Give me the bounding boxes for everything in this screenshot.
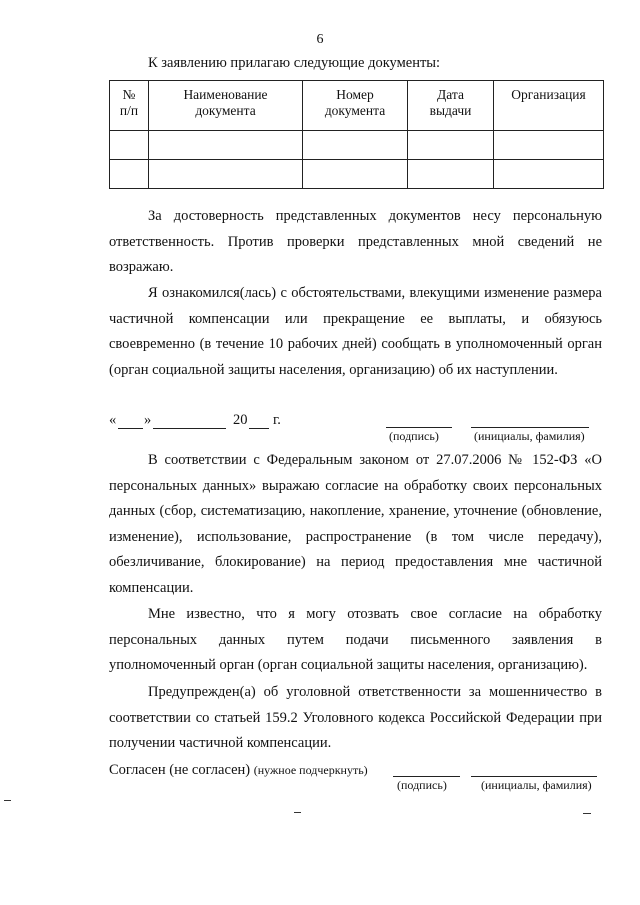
documents-intro: К заявлению прилагаю следующие документы: — [148, 55, 441, 71]
year-suffix: г. — [273, 412, 281, 428]
header-organization — [494, 81, 604, 131]
header-number-line1: № — [122, 87, 136, 102]
scan-mark-right — [583, 813, 591, 814]
consent-note: (нужное подчеркнуть) — [253, 763, 368, 777]
scan-mark-left — [4, 800, 11, 801]
header-issue-date — [408, 81, 494, 131]
signature-caption-2: (подпись) — [397, 778, 447, 792]
table-cell[interactable] — [494, 131, 604, 160]
initials-caption-2: (инициалы, фамилия) — [481, 778, 592, 792]
header-doc-name-line1: Наименование — [183, 87, 268, 102]
table-cell[interactable] — [408, 131, 494, 160]
paragraph-warning: Предупрежден(а) об уголовной ответственности за мошенничество в соответствии со статьей 159.2 Уголовного кодекса Российской Федерации при получении частичной компенсации. — [109, 684, 602, 751]
table-cell[interactable] — [303, 160, 408, 189]
page-number: 6 — [316, 32, 324, 47]
initials-blank-2[interactable] — [471, 776, 597, 777]
table-cell[interactable] — [149, 131, 303, 160]
header-doc-name-line2: документа — [195, 103, 256, 118]
date-open-quote: « — [109, 412, 117, 428]
paragraph-revocation: Мне известно, что я могу отозвать свое согласие на обработку персональных данных путем подачи письменного заявления в уполномоченный орган (орган социальной защиты населения, организацию). — [109, 606, 602, 673]
documents-table — [109, 80, 604, 189]
header-doc-number-line1: Номер — [336, 87, 374, 102]
paragraph-obligation: Я ознакомился(лась) с обстоятельствами, влекущими изменение размера частичной компенсации или прекращение ее выплаты, и обязуюсь своевременно (в течение 10 рабочих дней) сообщать в уполномоченный орган (орган социальной защиты населения, организацию) об их наступлении. — [109, 285, 602, 378]
paragraph-responsibility: За достоверность представленных документов несу персональную ответственность. Против проверки представленных мной сведений не возражаю. — [109, 208, 602, 275]
year-blank[interactable] — [249, 428, 269, 429]
table-cell[interactable] — [110, 131, 149, 160]
header-issue-date-line1: Дата — [437, 87, 464, 102]
day-blank[interactable] — [118, 428, 143, 429]
scan-mark-center — [294, 812, 301, 813]
header-doc-number-line2: документа — [324, 103, 386, 118]
signature-blank-2[interactable] — [393, 776, 460, 777]
date-line — [109, 412, 309, 432]
paragraph-consent: В соответствии с Федеральным законом от 27.07.2006 № 152-ФЗ «О персональных данных» выражаю согласие на обработку своих персональных данных (сбор, систематизацию, накопление, хранение, уточнение (обновление, изменение), использование, распространение (в том числе передачу), обезличивание, блокирование) на период предоставления мне частичной компенсации. — [109, 452, 602, 596]
date-close-quote: » — [144, 412, 152, 428]
header-doc-name — [149, 81, 303, 131]
table-cell[interactable] — [303, 131, 408, 160]
signature-blank-1[interactable] — [386, 427, 452, 428]
year-prefix: 20 — [233, 412, 248, 428]
initials-caption-1: (инициалы, фамилия) — [474, 429, 585, 443]
table-cell[interactable] — [494, 160, 604, 189]
header-organization-line1: Организация — [511, 87, 586, 102]
table-row — [110, 131, 604, 160]
initials-blank-1[interactable] — [471, 427, 589, 428]
signature-caption-1: (подпись) — [389, 429, 439, 443]
table-cell[interactable] — [110, 160, 149, 189]
header-number-line2: п/п — [119, 103, 139, 118]
header-issue-date-line2: выдачи — [429, 103, 472, 118]
header-number — [110, 81, 149, 131]
table-row — [110, 160, 604, 189]
header-doc-number — [303, 81, 408, 131]
consent-line — [109, 762, 368, 779]
table-cell[interactable] — [408, 160, 494, 189]
month-blank[interactable] — [153, 428, 226, 429]
table-header-row — [110, 81, 604, 131]
table-cell[interactable] — [149, 160, 303, 189]
consent-text: Согласен (не согласен) — [109, 762, 251, 778]
